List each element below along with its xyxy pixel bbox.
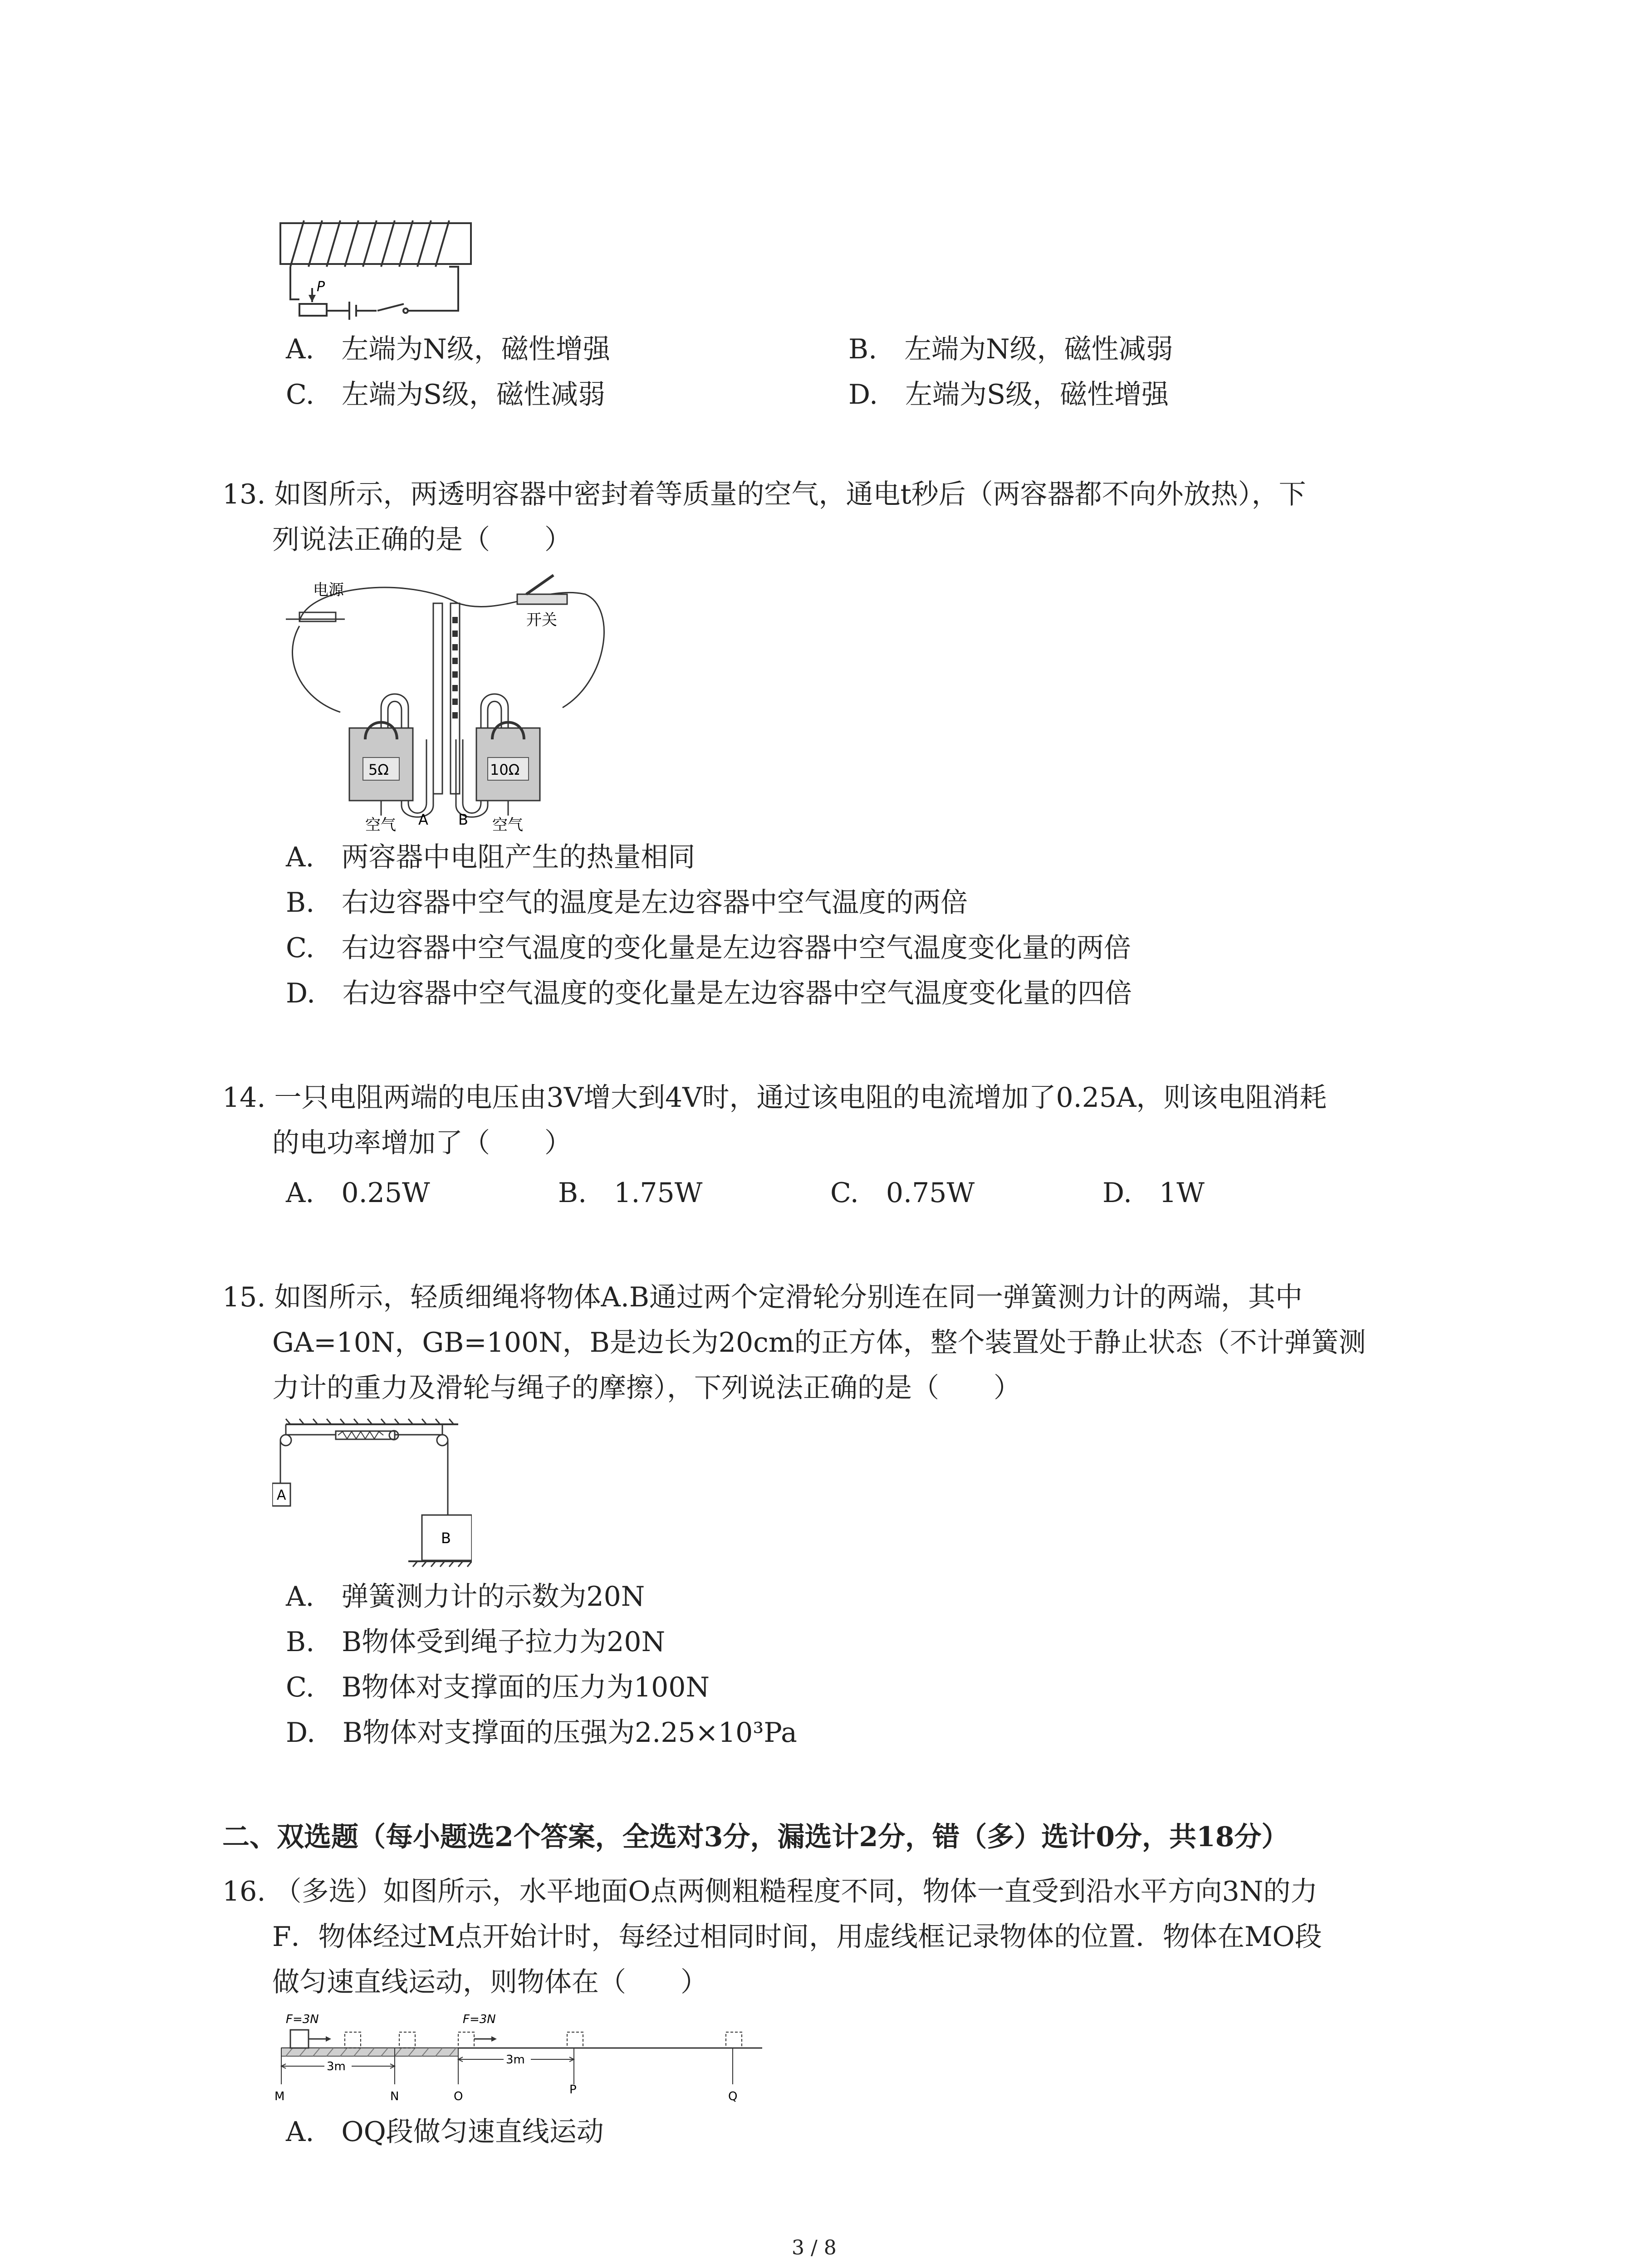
option-letter: D. bbox=[286, 978, 316, 1009]
block-b-label: B bbox=[441, 1530, 451, 1547]
option-letter: C. bbox=[830, 1177, 859, 1209]
q15-option-d bbox=[286, 1715, 797, 1751]
option-letter: B. bbox=[848, 333, 877, 365]
right-resistor-label: 10Ω bbox=[490, 761, 520, 778]
option-letter: C. bbox=[286, 932, 314, 964]
right-air-label: 空气 bbox=[492, 816, 523, 834]
force-label-1: F=3N bbox=[286, 2013, 319, 2026]
page-number: 3 / 8 bbox=[792, 2236, 837, 2259]
q12-option-b bbox=[848, 331, 1173, 367]
option-letter: D. bbox=[286, 1717, 316, 1749]
option-text: 右边容器中空气温度的变化量是左边容器中空气温度变化量的两倍 bbox=[341, 932, 1131, 964]
q15-stem-line-1: 15. 如图所示，轻质细绳将物体A.B通过两个定滑轮分别连在同一弹簧测力计的两端，其中 bbox=[222, 1281, 1303, 1313]
q15-stem-line-3: 力计的重力及滑轮与绳子的摩擦），下列说法正确的是（ ） bbox=[272, 1372, 1021, 1404]
option-text: 弹簧测力计的示数为20N bbox=[341, 1581, 645, 1613]
option-letter: A. bbox=[286, 1177, 314, 1209]
option-letter: B. bbox=[286, 887, 315, 919]
option-text: 左端为S级，磁性减弱 bbox=[341, 379, 605, 411]
option-text: 左端为S级，磁性增强 bbox=[905, 379, 1169, 411]
option-text: B物体受到绳子拉力为20N bbox=[342, 1626, 666, 1658]
point-p-label: P bbox=[569, 2083, 577, 2097]
force-label-2: F=3N bbox=[463, 2013, 496, 2026]
q16-stem-line-3: 做匀速直线运动，则物体在（ ） bbox=[272, 1966, 708, 1998]
q13-option-b bbox=[286, 885, 968, 921]
left-pulley bbox=[280, 1435, 291, 1446]
joule-heating-figure bbox=[272, 567, 617, 835]
point-m-label: M bbox=[274, 2090, 285, 2103]
option-letter: A. bbox=[286, 1581, 314, 1613]
q13-stem-line-2: 列说法正确的是（ ） bbox=[272, 524, 572, 556]
solenoid-circuit-figure bbox=[272, 213, 481, 331]
q12-option-d bbox=[848, 376, 1169, 413]
q15-option-c bbox=[286, 1669, 710, 1706]
q16-stem-line-1: 16. （多选）如图所示，水平地面O点两侧粗糙程度不同，物体一直受到沿水平方向3N的力 bbox=[222, 1876, 1318, 1907]
option-text: 0.75W bbox=[886, 1177, 975, 1209]
option-letter: A. bbox=[286, 841, 314, 873]
q14-stem-line-1: 14. 一只电阻两端的电压由3V增大到4V时，通过该电阻的电流增加了0.25A，则该电阻消耗 bbox=[222, 1082, 1327, 1114]
option-letter: A. bbox=[286, 2116, 314, 2148]
switch-lever bbox=[526, 575, 554, 594]
distance-label-1: 3m bbox=[327, 2060, 346, 2073]
q14-stem-line-2: 的电功率增加了（ ） bbox=[272, 1127, 572, 1159]
pulley-spring-figure bbox=[272, 1415, 472, 1579]
option-letter: D. bbox=[1102, 1177, 1132, 1209]
option-text: OQ段做匀速直线运动 bbox=[341, 2116, 604, 2148]
option-letter: B. bbox=[558, 1177, 587, 1209]
option-text: 左端为N级，磁性减弱 bbox=[904, 333, 1173, 365]
option-letter: D. bbox=[848, 379, 878, 411]
q12-option-a bbox=[286, 331, 610, 367]
option-text: B物体对支撑面的压力为100N bbox=[341, 1672, 710, 1703]
section-2-heading: 二、双选题（每小题选2个答案，全选对3分，漏选计2分，错（多）选计0分，共18分） bbox=[222, 1821, 1289, 1853]
left-air-label: 空气 bbox=[365, 816, 396, 834]
option-text: 左端为N级，磁性增强 bbox=[341, 333, 610, 365]
option-text: 1W bbox=[1159, 1177, 1205, 1209]
point-o-label: O bbox=[454, 2090, 463, 2103]
q14-option-d bbox=[1102, 1175, 1205, 1211]
option-text: 右边容器中空气的温度是左边容器中空气温度的两倍 bbox=[342, 887, 968, 919]
q13-option-c bbox=[286, 930, 1131, 966]
q15-stem-line-2: GA=10N，GB=100N，B是边长为20cm的正方体，整个装置处于静止状态（不计弹簧测 bbox=[272, 1327, 1366, 1359]
q16-stem-line-2: F．物体经过M点开始计时，每经过相同时间，用虚线框记录物体的位置．物体在MO段 bbox=[272, 1921, 1322, 1953]
slider-label: P bbox=[317, 279, 325, 295]
option-letter: B. bbox=[286, 1626, 315, 1658]
point-q-label: Q bbox=[728, 2090, 738, 2103]
switch-label: 开关 bbox=[526, 611, 557, 629]
block-a-label: A bbox=[277, 1487, 286, 1503]
option-letter: C. bbox=[286, 379, 314, 411]
right-pulley bbox=[437, 1435, 448, 1446]
q15-option-b bbox=[286, 1624, 665, 1660]
q14-option-a bbox=[286, 1175, 430, 1211]
power-source-label: 电源 bbox=[313, 581, 344, 599]
tube-b-label: B bbox=[458, 811, 468, 828]
option-text: 两容器中电阻产生的热量相同 bbox=[341, 841, 696, 873]
q14-option-b bbox=[558, 1175, 702, 1211]
option-text: 右边容器中空气温度的变化量是左边容器中空气温度变化量的四倍 bbox=[343, 978, 1132, 1009]
tube-a-label: A bbox=[418, 811, 428, 828]
option-text: B物体对支撑面的压强为2.25×10³Pa bbox=[343, 1717, 797, 1749]
distance-label-2: 3m bbox=[506, 2053, 525, 2067]
q14-option-c bbox=[830, 1175, 975, 1211]
option-text: 0.25W bbox=[341, 1177, 430, 1209]
q12-option-c bbox=[286, 376, 605, 413]
q13-option-a bbox=[286, 839, 695, 875]
left-resistor-label: 5Ω bbox=[368, 761, 389, 778]
q13-stem-line-1: 13. 如图所示，两透明容器中密封着等质量的空气，通电t秒后（两容器都不向外放热），下 bbox=[222, 479, 1306, 510]
q16-option-a bbox=[286, 2114, 604, 2150]
motion-track-figure bbox=[272, 2005, 771, 2109]
option-letter: C. bbox=[286, 1672, 314, 1703]
q15-option-a bbox=[286, 1579, 645, 1615]
q13-option-d bbox=[286, 975, 1132, 1012]
option-letter: A. bbox=[286, 333, 314, 365]
point-n-label: N bbox=[390, 2090, 399, 2103]
option-text: 1.75W bbox=[614, 1177, 703, 1209]
